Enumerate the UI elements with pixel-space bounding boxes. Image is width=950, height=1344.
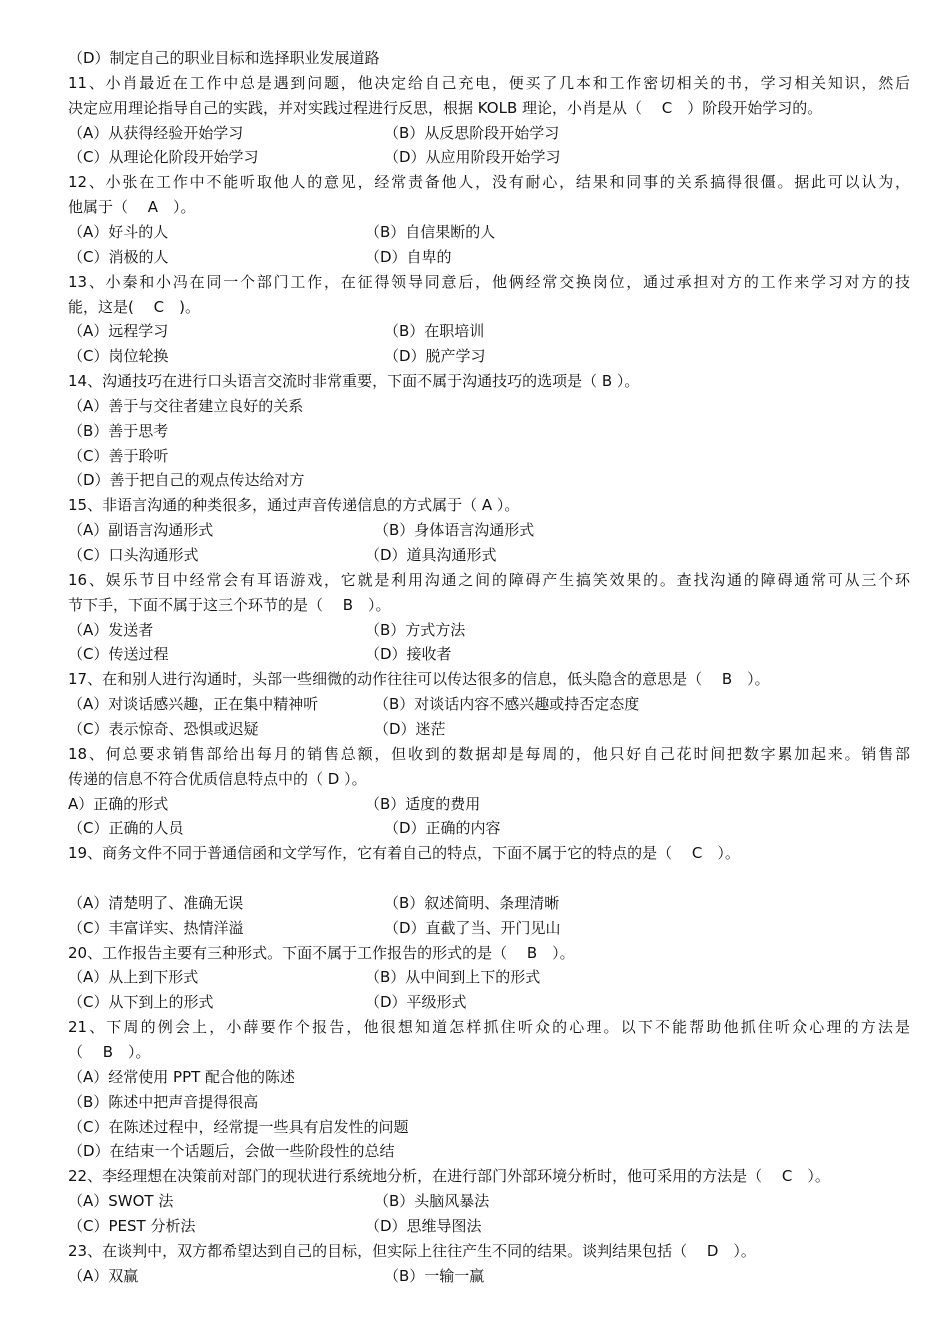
text-line: 能，这是( C )。 bbox=[68, 297, 200, 316]
option-left: （A）好斗的人 bbox=[68, 222, 169, 241]
option-left: （C）消极的人 bbox=[68, 247, 169, 266]
option-right: （D）道具沟通形式 bbox=[365, 546, 497, 564]
option-right: （B）一输一赢 bbox=[384, 1266, 485, 1285]
text-line: 他属于（ A ）。 bbox=[68, 198, 196, 217]
option-row bbox=[68, 1264, 910, 1289]
option-right: （B）在职培训 bbox=[384, 322, 485, 341]
option-right: （D）平级形式 bbox=[365, 993, 467, 1012]
option-row bbox=[68, 1189, 910, 1214]
text-line: （D）制定自己的职业目标和选择职业发展道路 bbox=[68, 49, 380, 67]
text-line: 18、何总要求销售部给出每月的销售总额，但收到的数据却是每周的，他只好自己花时间把数字累加起来。销售部 bbox=[68, 744, 910, 763]
option-row bbox=[68, 344, 910, 369]
option-left: （C）PEST 分析法 bbox=[68, 1216, 196, 1235]
option-row bbox=[68, 543, 910, 568]
option-right: （D）直截了当、开门见山 bbox=[384, 918, 561, 937]
text-line: 17、在和别人进行沟通时，头部一些细微的动作往往可以传达很多的信息，低头隐含的意思是（ B ）。 bbox=[68, 670, 770, 689]
option-left: （C）口头沟通形式 bbox=[68, 546, 199, 564]
option-row bbox=[68, 816, 910, 841]
text-line: 14、沟通技巧在进行口头语言交流时非常重要，下面不属于沟通技巧的选项是（ B ）。 bbox=[68, 372, 640, 391]
text-line: （B）陈述中把声音提得很高 bbox=[68, 1092, 259, 1111]
option-row bbox=[68, 717, 910, 742]
option-row bbox=[68, 916, 910, 941]
option-row bbox=[68, 220, 910, 245]
option-left: （A）从获得经验开始学习 bbox=[68, 123, 244, 142]
option-left: （C）传送过程 bbox=[68, 645, 169, 664]
text-line: 11、小肖最近在工作中总是遇到问题，他决定给自己充电，便买了几本和工作密切相关的书，学习相关知识，然后 bbox=[68, 73, 910, 92]
option-row bbox=[68, 642, 910, 667]
option-right: （B）自信果断的人 bbox=[365, 222, 496, 241]
option-right: （B）从中间到上下的形式 bbox=[365, 968, 541, 987]
text-line: 20、工作报告主要有三种形式。下面不属于工作报告的形式的是（ B ）。 bbox=[68, 943, 575, 962]
option-row bbox=[68, 692, 910, 717]
option-left: （A）SWOT 法 bbox=[68, 1192, 174, 1211]
text-line: （A）经常使用 PPT 配合他的陈述 bbox=[68, 1067, 296, 1086]
option-right: （D）思维导图法 bbox=[365, 1216, 482, 1235]
option-row bbox=[68, 965, 910, 990]
option-right: （B）头脑风暴法 bbox=[374, 1192, 490, 1211]
option-left: A）正确的形式 bbox=[68, 794, 169, 813]
option-left: （C）从下到上的形式 bbox=[68, 993, 214, 1012]
option-right: （D）正确的内容 bbox=[384, 819, 501, 838]
option-right: （B）身体语言沟通形式 bbox=[374, 521, 535, 540]
option-left: （C）从理论化阶段开始学习 bbox=[68, 148, 259, 167]
option-right: （B）适度的费用 bbox=[365, 794, 481, 813]
text-line: 22、李经理想在决策前对部门的现状进行系统地分析，在进行部门外部环境分析时，他可采用的方法是（ C ）。 bbox=[68, 1167, 830, 1186]
text-line: 13、小秦和小冯在同一个部门工作，在征得领导同意后，他俩经常交换岗位，通过承担对方的工作来学习对方的技 bbox=[68, 272, 910, 291]
text-line: 节下手，下面不属于这三个环节的是（ B ）。 bbox=[68, 595, 391, 614]
text-line: （B）善于思考 bbox=[68, 421, 169, 440]
text-line: 16、娱乐节目中经常会有耳语游戏，它就是利用沟通之间的障碍产生搞笑效果的。查找沟通的障碍通常可从三个环 bbox=[68, 570, 910, 589]
text-line: （C）在陈述过程中，经常提一些具有启发性的问题 bbox=[68, 1117, 409, 1136]
text-line: 23、在谈判中，双方都希望达到自己的目标，但实际上往往产生不同的结果。谈判结果包括（ D ）。 bbox=[68, 1241, 756, 1260]
option-right: （B）从反思阶段开始学习 bbox=[384, 123, 560, 142]
option-left: （A）远程学习 bbox=[68, 322, 169, 341]
option-right: （B）叙述简明、条理清晰 bbox=[384, 893, 560, 912]
text-line: 21、下周的例会上，小薛要作个报告，他很想知道怎样抓住听众的心理。以下不能帮助他抓住听众心理的方法是 bbox=[68, 1018, 910, 1037]
option-left: （A）发送者 bbox=[68, 620, 154, 639]
option-row bbox=[68, 319, 910, 344]
option-left: （C）正确的人员 bbox=[68, 819, 184, 838]
text-line: （ B ）。 bbox=[68, 1043, 151, 1061]
text-line: （D）善于把自己的观点传达给对方 bbox=[68, 471, 305, 490]
option-row bbox=[68, 792, 910, 817]
option-right: （D）从应用阶段开始学习 bbox=[384, 148, 561, 167]
option-row bbox=[68, 121, 910, 146]
option-right: （B）方式方法 bbox=[365, 620, 466, 639]
text-line: 15、非语言沟通的种类很多，通过声音传递信息的方式属于（ A ）。 bbox=[68, 496, 520, 515]
option-left: （A）对谈话感兴趣，正在集中精神听 bbox=[68, 695, 319, 714]
text-line: 19、商务文件不同于普通信函和文学写作，它有着自己的特点，下面不属于它的特点的是（ C ）。 bbox=[68, 844, 740, 863]
option-row bbox=[68, 145, 910, 170]
option-left: （A）从上到下形式 bbox=[68, 968, 199, 987]
option-left: （C）丰富详实、热情洋溢 bbox=[68, 918, 244, 937]
option-left: （A）清楚明了、准确无误 bbox=[68, 893, 244, 912]
option-right: （D）迷茫 bbox=[374, 719, 446, 738]
option-left: （C）岗位轮换 bbox=[68, 347, 169, 366]
option-right: （D）脱产学习 bbox=[384, 347, 486, 366]
text-line: （D）在结束一个话题后，会做一些阶段性的总结 bbox=[68, 1142, 395, 1161]
option-row bbox=[68, 891, 910, 916]
text-line: 决定应用理论指导自己的实践，并对实践过程进行反思，根据 KOLB 理论，小肖是从（ C ）阶段开始学习的。 bbox=[68, 98, 823, 117]
text-line: （A）善于与交往者建立良好的关系 bbox=[68, 396, 304, 415]
option-left: （A）副语言沟通形式 bbox=[68, 521, 214, 540]
option-right: （D）接收者 bbox=[365, 645, 452, 664]
option-row bbox=[68, 618, 910, 643]
option-row bbox=[68, 990, 910, 1015]
option-row bbox=[68, 518, 910, 543]
text-line: 12、小张在工作中不能听取他人的意见，经常责备他人，没有耐心，结果和同事的关系搞得很僵。据此可以认为， bbox=[68, 173, 910, 192]
text-line: （C）善于聆听 bbox=[68, 446, 169, 465]
option-row bbox=[68, 1214, 910, 1239]
option-left: （A）双赢 bbox=[68, 1266, 139, 1285]
option-right: （D）自卑的 bbox=[365, 247, 452, 266]
text-line: 传递的信息不符合优质信息特点中的（ D ）。 bbox=[68, 769, 367, 788]
option-row bbox=[68, 245, 910, 270]
option-right: （B）对谈话内容不感兴趣或持否定态度 bbox=[374, 695, 640, 714]
option-left: （C）表示惊奇、恐惧或迟疑 bbox=[68, 719, 259, 738]
